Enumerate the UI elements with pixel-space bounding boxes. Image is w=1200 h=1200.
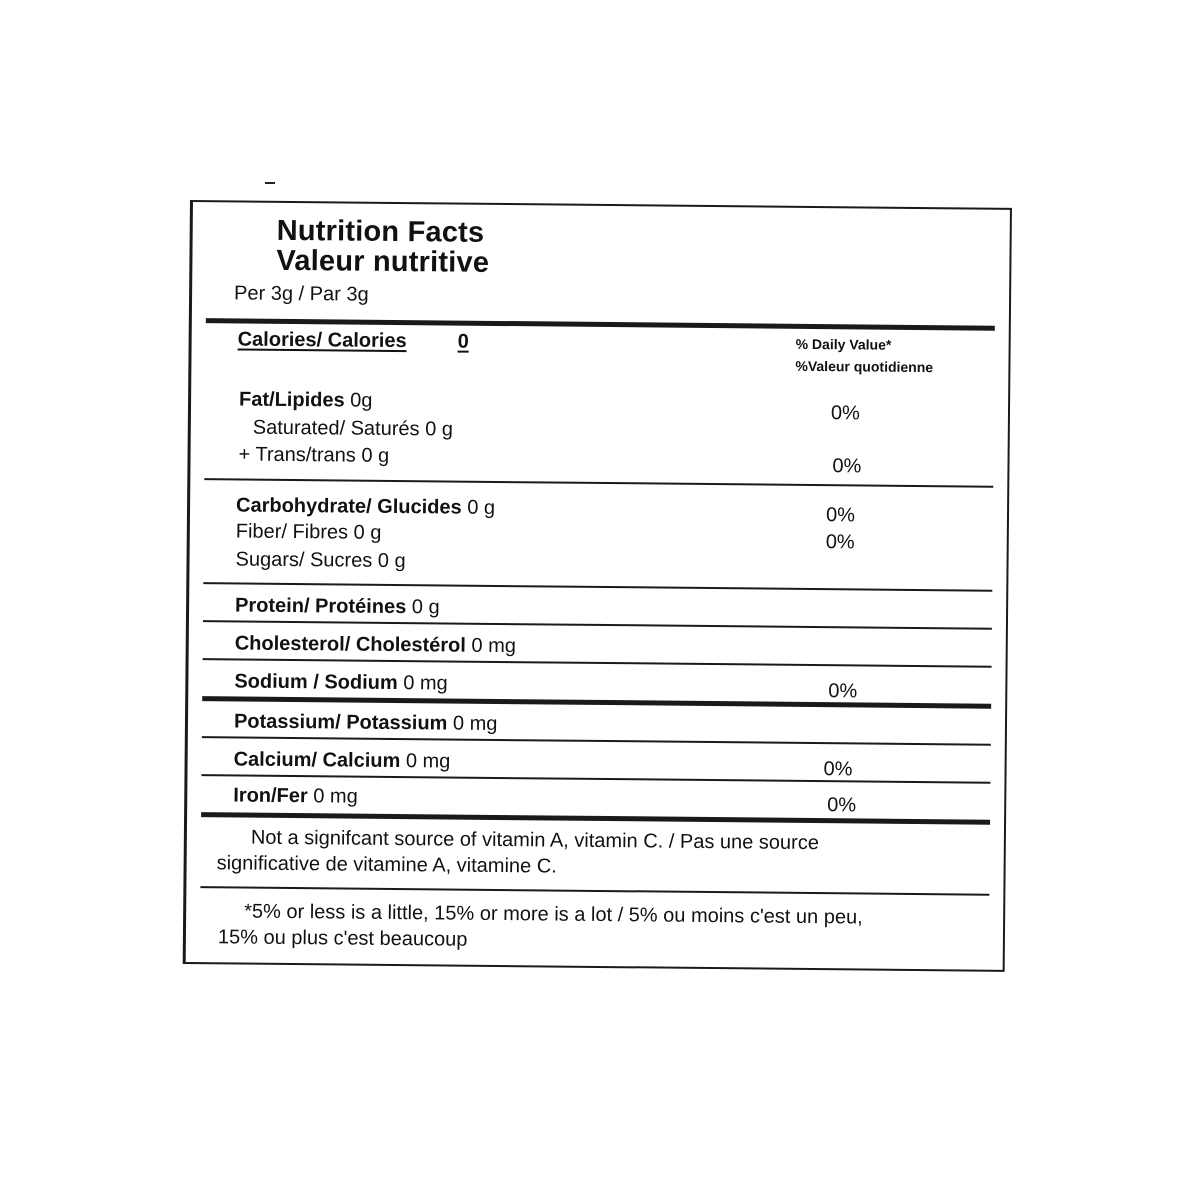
- calcium-percent: 0%: [823, 758, 853, 781]
- cholesterol-value: 0 mg: [471, 634, 517, 658]
- calcium-label: Calcium/ Calcium: [233, 748, 401, 773]
- sugars-row: Sugars/ Sucres 0 g: [235, 548, 406, 573]
- potassium-row: [234, 710, 498, 736]
- nutrition-facts-table: [183, 200, 1012, 972]
- protein-row: [235, 594, 440, 619]
- daily-value-footnote-line-1: *5% or less is a little, 15% or more is a lot / 5% ou moins c'est un peu,: [244, 900, 863, 929]
- cholesterol-label: Cholesterol/ Cholestérol: [234, 632, 466, 657]
- saturated-row: Saturated/ Saturés 0 g: [252, 416, 454, 441]
- rule-after-cholesterol: [203, 658, 992, 668]
- iron-label: Iron/Fer: [233, 784, 308, 808]
- rule-after-carbohydrate: [203, 582, 992, 592]
- calcium-row: [234, 748, 451, 773]
- sodium-row: [234, 670, 448, 695]
- vitamin-note-line-1: Not a signifcant source of vitamin A, vitamin C. / Pas une source: [250, 826, 820, 855]
- fiber-percent: 0%: [825, 531, 855, 554]
- fat-percent: 0%: [830, 402, 860, 425]
- rule-after-calcium: [201, 774, 990, 784]
- fiber-row: Fiber/ Fibres 0 g: [235, 520, 382, 544]
- carbohydrate-percent: 0%: [825, 504, 856, 527]
- stray-mark: [265, 182, 275, 184]
- potassium-value: 0 mg: [452, 712, 498, 735]
- fat-value: 0g: [350, 389, 373, 412]
- protein-label: Protein/ Protéines: [235, 594, 407, 619]
- rule-before-footnote: [200, 886, 989, 896]
- sodium-label: Sodium / Sodium: [234, 670, 398, 695]
- fat-row: [239, 388, 373, 412]
- fat-label: Fat/Lipides: [238, 388, 345, 412]
- rule-after-potassium: [202, 736, 991, 746]
- daily-value-header-fr: %Valeur quotidienne: [795, 357, 934, 376]
- calcium-value: 0 mg: [405, 750, 451, 773]
- cholesterol-row: [235, 632, 516, 658]
- iron-percent: 0%: [827, 794, 857, 817]
- calories-label: Calories/ Calories: [237, 328, 407, 353]
- rule-after-iron-thick: [201, 812, 990, 825]
- sodium-value: 0 mg: [403, 672, 448, 695]
- serving-size: Per 3g / Par 3g: [233, 282, 369, 306]
- rule-after-protein: [203, 620, 992, 630]
- potassium-label: Potassium/ Potassium: [233, 710, 448, 735]
- saturated-trans-percent: 0%: [832, 455, 862, 478]
- daily-value-footnote-line-2: 15% ou plus c'est beaucoup: [217, 926, 468, 951]
- sodium-percent: 0%: [828, 680, 858, 703]
- iron-row: [233, 784, 358, 808]
- title-english: Nutrition Facts: [276, 214, 485, 249]
- daily-value-header-en: % Daily Value*: [795, 335, 892, 353]
- carbohydrate-value: 0 g: [467, 496, 496, 519]
- protein-value: 0 g: [411, 596, 440, 619]
- title-french: Valeur nutritive: [276, 244, 490, 279]
- vitamin-note-line-2: significative de vitamine A, vitamine C.: [216, 852, 557, 878]
- calories-value: 0: [457, 330, 469, 353]
- rule-after-fat: [204, 478, 993, 488]
- carbohydrate-label: Carbohydrate/ Glucides: [235, 494, 462, 519]
- iron-value: 0 mg: [313, 785, 358, 808]
- carbohydrate-row: [236, 494, 495, 519]
- trans-row: + Trans/trans 0 g: [238, 443, 390, 467]
- rule-after-sodium-thick: [202, 696, 991, 709]
